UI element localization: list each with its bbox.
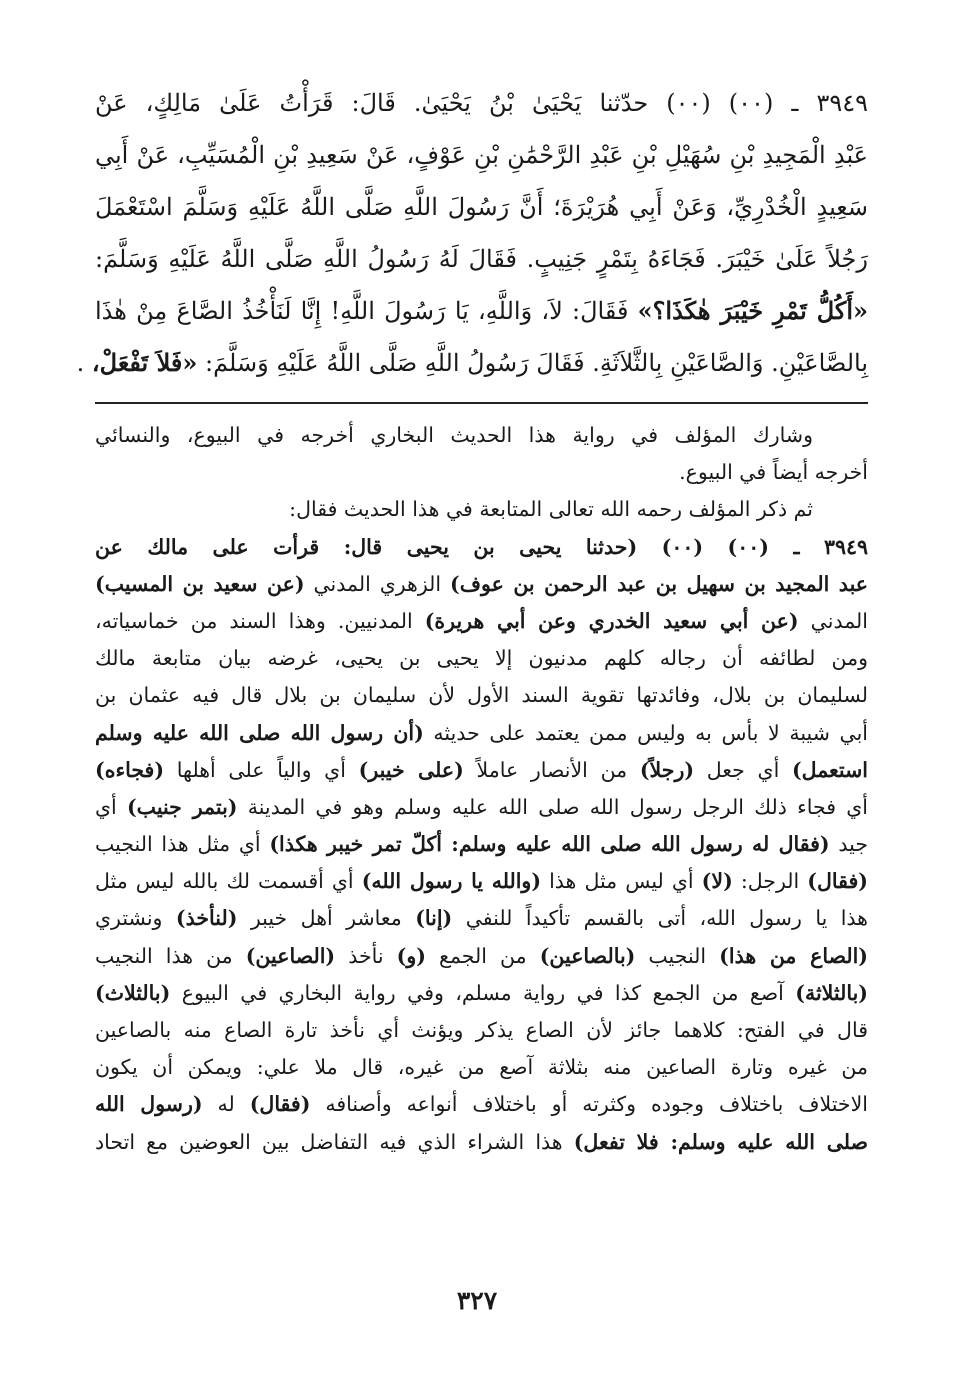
bold-text-segment: «فَلاَ تَفْعَلْ، (91, 348, 198, 377)
text-segment: أي مثل هذا النجيب (95, 832, 270, 857)
hadith-line (95, 181, 868, 233)
commentary-line (95, 640, 868, 677)
bold-text-segment: «أَكُلُّ تَمْرِ خَيْبَرَ هٰكَذَا؟» (637, 296, 869, 325)
bold-text-segment: (رجلاً) (639, 757, 695, 782)
text-segment: أي أقسمت لك بالله ليس مثل (95, 869, 362, 894)
bold-text-segment: (بالثلاث) (95, 980, 171, 1005)
commentary-line (95, 566, 868, 603)
bold-text-segment: (بالثلاثة) (795, 980, 868, 1005)
text-segment: أي فجاء ذلك الرجل رسول الله صلى الله عليه وسلم وهو في المدينة (237, 794, 869, 819)
bold-text-segment: (أن رسول الله صلى الله عليه وسلم (95, 720, 424, 745)
bold-text-segment: (بتمر جنيب) (126, 794, 238, 819)
text-segment: هذا يا رسول الله، أتى بالقسم تأكيداً للنفي (452, 906, 868, 931)
text-segment: أي والياً على أهلها (164, 757, 359, 782)
text-segment: بِالصَّاعَيْنِ. وَالصَّاعَيْنِ بِالثَّلاَثَةِ. فَقَالَ رَسُولُ اللَّهِ صَلَّى اللَّهُ عَلَيْهِ وَسَلَّمَ: (197, 349, 868, 377)
commentary-line (95, 938, 868, 975)
text-segment: من هذا النجيب (95, 943, 246, 968)
text-segment: ثم ذكر المؤلف رحمه الله تعالى المتابعة في هذا الحديث فقال: (289, 497, 813, 522)
commentary-line (95, 491, 868, 528)
text-segment: النجيب (635, 943, 720, 968)
text-segment: ونشتري (95, 906, 176, 931)
text-segment: . (76, 349, 92, 377)
bold-text-segment: (والله يا رسول الله) (361, 869, 542, 894)
hadith-line (76, 337, 868, 389)
commentary-line (95, 826, 868, 863)
text-segment: فَقَالَ: لاَ، وَاللَّهِ، يَا رَسُولَ اللَّهِ! إِنَّا لَنَأْخُذُ الصَّاعَ مِنْ هٰذَا (95, 297, 638, 325)
bold-text-segment: (و) (396, 943, 426, 968)
bold-text-segment: استعمل) (791, 757, 868, 782)
bold-text-segment: (الصاعين) (245, 943, 336, 968)
bold-text-segment: (لا) (701, 869, 733, 894)
commentary-line (95, 975, 868, 1012)
commentary-line (95, 900, 868, 937)
hadith-line (95, 285, 868, 337)
bold-text-segment: (فقال) (249, 1092, 311, 1117)
bold-text-segment: (لنأخذ) (175, 906, 238, 931)
commentary-line (95, 1124, 868, 1161)
text-segment: أي جعل (694, 757, 792, 782)
text-segment: الزهري المدني (304, 571, 451, 596)
text-segment: من غيره وتارة الصاعين منه بثلاثة آصع من غيره، قال ملا علي: ويمكن أن يكون (95, 1055, 868, 1080)
bold-text-segment: (فقال له رسول الله صلى الله عليه وسلم: أكلّ تمر خيبر هكذا) (269, 832, 830, 857)
separator-rule (95, 402, 868, 404)
text-segment: جيد (829, 832, 868, 857)
commentary-line (95, 863, 868, 900)
text-segment: وشارك المؤلف في رواية هذا الحديث البخاري أخرجه في البيوع، والنسائي (95, 423, 813, 447)
text-segment: له (202, 1092, 250, 1117)
text-segment: أي ليس مثل هذا (541, 869, 702, 894)
text-segment: سَعِيدٍ الْخُدْرِيِّ، وَعَنْ أَبِي هُرَيْرَةَ؛ أَنَّ رَسُولَ اللَّهِ صَلَّى اللَّهُ عَلَيْهِ وَسَلَّمَ اسْتَعْمَلَ (95, 193, 868, 221)
text-segment: أخرجه أيضاً في البيوع. (679, 460, 868, 485)
bold-text-segment: (فجاءه) (95, 757, 165, 782)
bold-text-segment: (فقال) (807, 869, 868, 894)
bold-text-segment: (الصاع من هذا) (719, 943, 868, 968)
bold-text-segment: ٣٩٤٩ ـ (٠٠) (٠٠) (حدثنا يحيى بن يحيى قال: قرأت على مالك عن (95, 534, 868, 559)
text-segment: قال في الفتح: كلاهما جائز لأن الصاع يذكر ويؤنث أي نأخذ تارة الصاع منه بالصاعين (95, 1018, 868, 1042)
commentary-block (95, 417, 868, 1161)
bold-text-segment: (عن أبي سعيد الخدري وعن أبي هريرة) (424, 608, 799, 633)
bold-text-segment: صلى الله عليه وسلم: فلا تفعل) (573, 1129, 868, 1154)
text-segment: عَبْدِ الْمَجِيدِ بْنِ سُهَيْلِ بْنِ عَبْدِ الرَّحْمَٰنِ بْنِ عَوْفٍ، عَنْ سَعِيدِ بْنِ الْمُسَيِّبِ، عَنْ أَبِي (95, 141, 869, 169)
text-segment: أبي شيبة لا بأس به وليس ممن يعتمد على حديثه (423, 720, 868, 745)
bold-text-segment: (عن سعيد بن المسيب) (95, 571, 305, 596)
commentary-line (95, 1012, 868, 1049)
text-segment: المدنيين. وهذا السند من خماسياته، (95, 608, 425, 633)
text-segment: لسليمان بن بلال، وفائدتها تقوية السند الأول لأن سليمان بن بلال قال فيه عثمان بن (95, 683, 868, 708)
bold-text-segment: (إنا) (415, 906, 453, 931)
text-segment: رَجُلاً عَلَىٰ خَيْبَرَ. فَجَاءَهُ بِتَمْرٍ جَنِيبٍ. فَقَالَ لَهُ رَسُولُ اللَّهِ صَلَّى اللَّهُ عَلَيْهِ وَسَلَّمَ: (95, 245, 868, 273)
text-segment: ٣٩٤٩ ـ (٠٠) (٠٠) حدّثنا يَحْيَىٰ بْنُ يَحْيَىٰ. قَالَ: قَرَأْتُ عَلَىٰ مَالِكٍ، عَنْ (95, 89, 869, 117)
bold-text-segment: (على خيبر) (358, 757, 464, 782)
bold-text-segment: (بالصاعين) (539, 943, 636, 968)
hadith-line (95, 77, 868, 129)
bold-text-segment: (رسول الله (95, 1092, 203, 1117)
commentary-line (95, 789, 868, 826)
text-segment: آصع من الجمع كذا في رواية مسلم، وفي رواية البخاري في البيوع (170, 980, 796, 1005)
text-segment: الرجل: (732, 869, 808, 894)
commentary-line (95, 715, 868, 752)
hadith-line (95, 129, 868, 181)
commentary-line (95, 454, 868, 491)
text-segment: هذا الشراء الذي فيه التفاضل بين العوضين مع اتحاد (95, 1129, 574, 1154)
text-segment: من الجمع (425, 943, 540, 968)
commentary-line (95, 677, 868, 714)
text-segment: المدني (798, 608, 868, 633)
commentary-line (95, 1049, 868, 1086)
text-segment: أي (95, 794, 127, 819)
text-segment: نأخذ (335, 943, 397, 968)
hadith-text-block (76, 77, 869, 389)
bold-text-segment: عبد المجيد بن سهيل بن عبد الرحمن بن عوف) (450, 571, 868, 596)
commentary-line (95, 752, 868, 789)
commentary-line (95, 529, 868, 566)
text-segment: معاشر أهل خيبر (237, 906, 416, 931)
page-number: ٣٢٧ (456, 1286, 498, 1315)
text-segment: من الأنصار عاملاً (463, 757, 640, 782)
text-segment: الاختلاف باختلاف وجوده وكثرته أو باختلاف أنواعه وأصنافه (310, 1092, 868, 1117)
hadith-line (95, 233, 868, 285)
commentary-line (95, 603, 868, 640)
text-segment: ومن لطائفه أن رجاله كلهم مدنيون إلا يحيى بن يحيى، غرضه بيان متابعة مالك (95, 646, 868, 671)
commentary-line (95, 417, 868, 454)
commentary-line (95, 1086, 868, 1123)
